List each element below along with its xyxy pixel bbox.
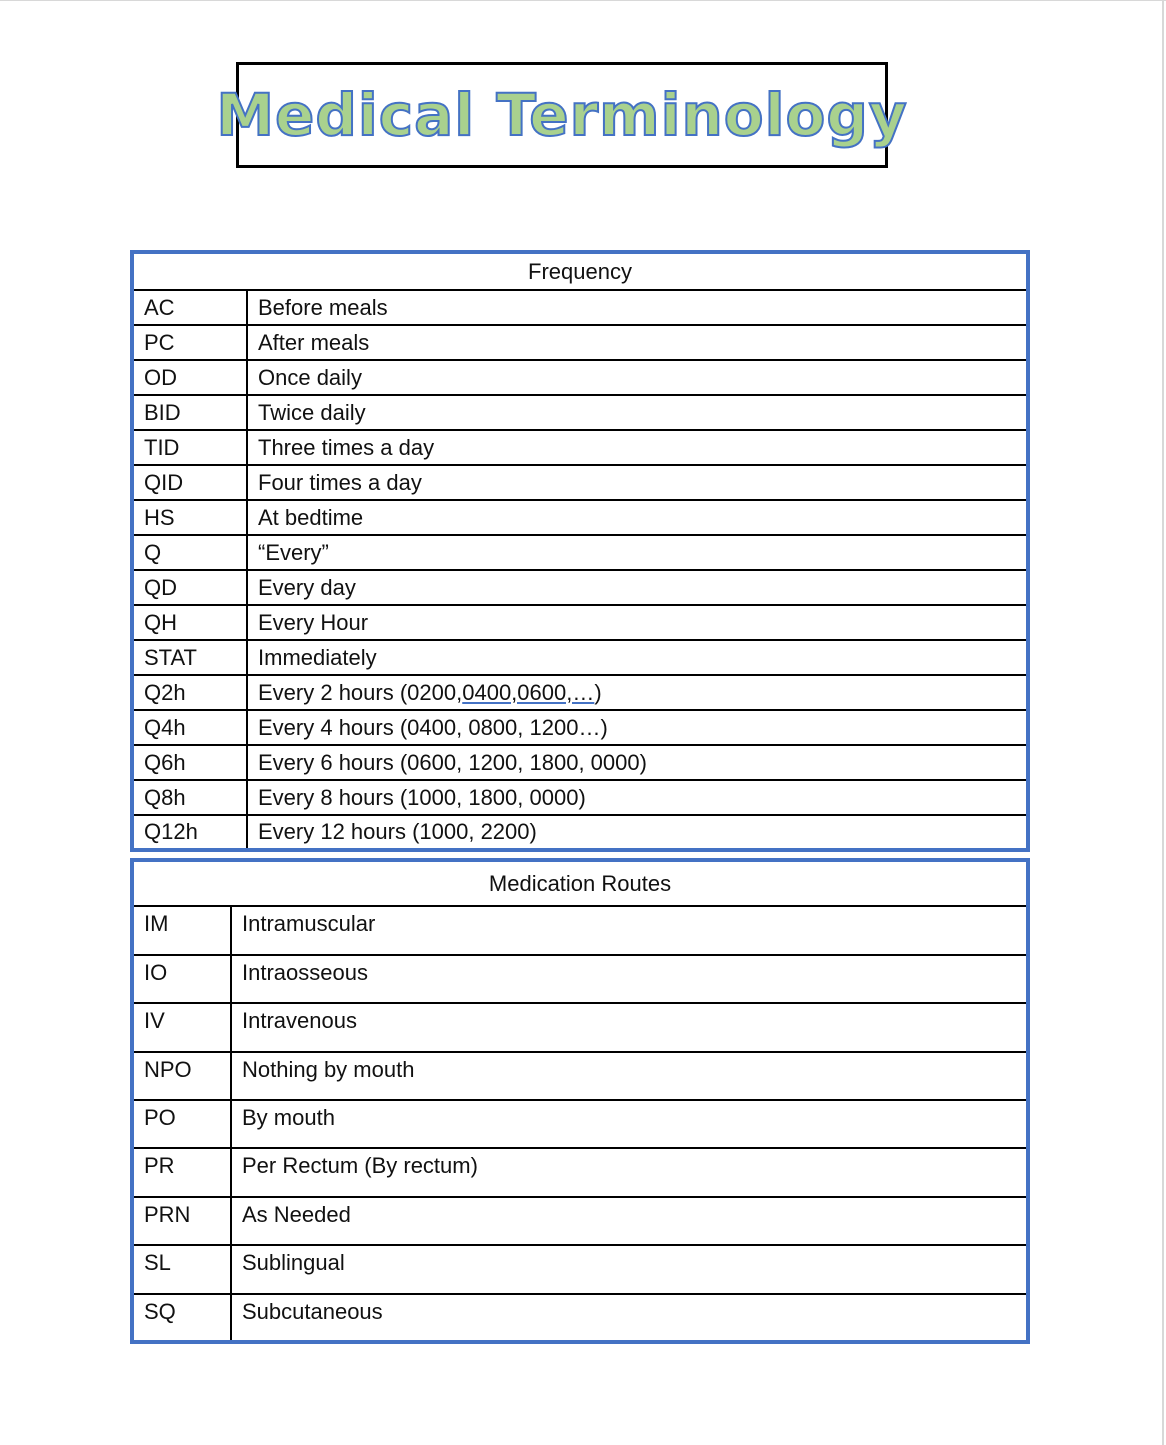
abbreviation-cell: TID — [132, 430, 247, 465]
abbreviation-cell: SL — [132, 1245, 231, 1293]
table-row — [132, 430, 1028, 465]
medication-routes-table — [130, 858, 1030, 1344]
abbreviation-cell: AC — [132, 290, 247, 325]
abbreviation-cell: OD — [132, 360, 247, 395]
abbreviation-cell: QD — [132, 570, 247, 605]
table-row — [132, 780, 1028, 815]
meaning-cell: Every 12 hours (1000, 2200) — [247, 815, 1028, 850]
table-row — [132, 1294, 1028, 1343]
meaning-cell: Immediately — [247, 640, 1028, 675]
abbreviation-cell: IO — [132, 955, 231, 1003]
abbreviation-cell: PRN — [132, 1197, 231, 1245]
meaning-cell: At bedtime — [247, 500, 1028, 535]
meaning-cell — [247, 675, 1028, 710]
frequency-table — [130, 250, 1030, 852]
table-row — [132, 500, 1028, 535]
abbreviation-cell: Q6h — [132, 745, 247, 780]
table-row — [132, 1148, 1028, 1196]
abbreviation-cell: PO — [132, 1100, 231, 1148]
frequency-heading: Frequency — [132, 252, 1028, 290]
abbreviation-cell: NPO — [132, 1052, 231, 1100]
table-row — [132, 955, 1028, 1003]
meaning-cell: Every 8 hours (1000, 1800, 0000) — [247, 780, 1028, 815]
table-row — [132, 1003, 1028, 1051]
abbreviation-cell: PR — [132, 1148, 231, 1196]
abbreviation-cell: IM — [132, 906, 231, 954]
table-row — [132, 360, 1028, 395]
meaning-cell: Every day — [247, 570, 1028, 605]
abbreviation-cell: QH — [132, 605, 247, 640]
page-edge-right — [1162, 0, 1164, 1445]
table-row — [132, 710, 1028, 745]
table-row — [132, 675, 1028, 710]
meaning-cell: Sublingual — [231, 1245, 1028, 1293]
abbreviation-cell: IV — [132, 1003, 231, 1051]
abbreviation-cell: BID — [132, 395, 247, 430]
table-row — [132, 1052, 1028, 1100]
abbreviation-cell: HS — [132, 500, 247, 535]
page-edge-top — [0, 0, 1166, 1]
abbreviation-cell: Q4h — [132, 710, 247, 745]
table-row — [132, 570, 1028, 605]
abbreviation-cell: Q2h — [132, 675, 247, 710]
meaning-cell: Intramuscular — [231, 906, 1028, 954]
table-row — [132, 815, 1028, 850]
table-row — [132, 1197, 1028, 1245]
table-row — [132, 395, 1028, 430]
meaning-cell: Intravenous — [231, 1003, 1028, 1051]
table-row — [132, 325, 1028, 360]
meaning-cell: Every 6 hours (0600, 1200, 1800, 0000) — [247, 745, 1028, 780]
table-row — [132, 1100, 1028, 1148]
page-title: Medical Terminology — [216, 81, 908, 149]
abbreviation-cell: SQ — [132, 1294, 231, 1343]
routes-header-row — [132, 860, 1028, 906]
table-row — [132, 605, 1028, 640]
meaning-cell: Nothing by mouth — [231, 1052, 1028, 1100]
meaning-cell: By mouth — [231, 1100, 1028, 1148]
meaning-cell: Every 4 hours (0400, 0800, 1200…) — [247, 710, 1028, 745]
routes-heading: Medication Routes — [132, 860, 1028, 906]
table-row — [132, 1245, 1028, 1293]
abbreviation-cell: Q8h — [132, 780, 247, 815]
meaning-cell: Before meals — [247, 290, 1028, 325]
meaning-cell: After meals — [247, 325, 1028, 360]
frequency-header-row — [132, 252, 1028, 290]
meaning-text: Every 2 hours (0200, — [258, 679, 463, 705]
abbreviation-cell: Q12h — [132, 815, 247, 850]
abbreviation-cell: QID — [132, 465, 247, 500]
meaning-cell: Per Rectum (By rectum) — [231, 1148, 1028, 1196]
abbreviation-cell: Q — [132, 535, 247, 570]
meaning-cell: “Every” — [247, 535, 1028, 570]
underlined-times: 0400,0600,… — [462, 679, 595, 705]
meaning-cell: Three times a day — [247, 430, 1028, 465]
table-row — [132, 535, 1028, 570]
meaning-text-end: ) — [594, 679, 602, 705]
meaning-cell: Subcutaneous — [231, 1294, 1028, 1343]
table-row — [132, 465, 1028, 500]
table-row — [132, 640, 1028, 675]
meaning-cell: Four times a day — [247, 465, 1028, 500]
meaning-cell: Once daily — [247, 360, 1028, 395]
meaning-cell: Intraosseous — [231, 955, 1028, 1003]
table-row — [132, 290, 1028, 325]
abbreviation-cell: STAT — [132, 640, 247, 675]
meaning-cell: As Needed — [231, 1197, 1028, 1245]
meaning-cell: Every Hour — [247, 605, 1028, 640]
title-box — [216, 62, 908, 168]
abbreviation-cell: PC — [132, 325, 247, 360]
table-row — [132, 906, 1028, 954]
table-row — [132, 745, 1028, 780]
meaning-cell: Twice daily — [247, 395, 1028, 430]
